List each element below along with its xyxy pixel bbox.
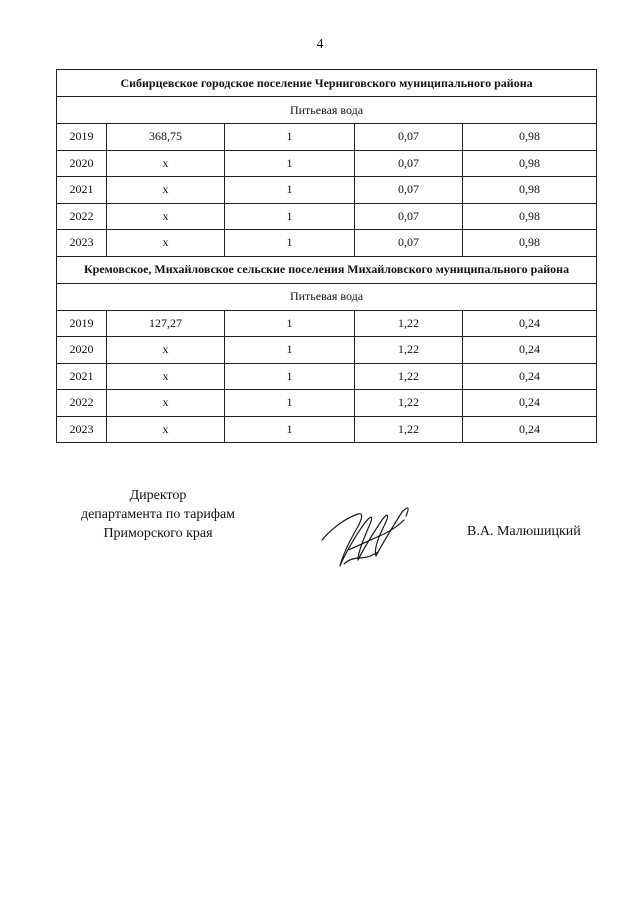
table-row [57,203,597,230]
value-cell: 1 [225,337,355,364]
value-cell: 0,07 [355,230,463,257]
value-cell: 368,75 [107,124,225,151]
year-cell: 2020 [57,337,107,364]
value-cell: 1 [225,310,355,337]
value-cell: 0,24 [463,416,597,443]
value-cell: 127,27 [107,310,225,337]
value-cell: 1 [225,363,355,390]
value-cell: 1,22 [355,310,463,337]
section-subtitle: Питьевая вода [57,283,597,310]
value-cell: 0,07 [355,124,463,151]
value-cell: 0,07 [355,177,463,204]
year-cell: 2021 [57,177,107,204]
year-cell: 2023 [57,416,107,443]
value-cell: 1,22 [355,416,463,443]
value-cell: 1 [225,203,355,230]
signatory-title-line: Приморского края [103,526,213,541]
section-title: Сибирцевское городское поселение Черниговского муниципального района [57,70,597,97]
value-cell: 0,98 [463,150,597,177]
section-subheader-row [57,97,597,124]
section-header-row [57,70,597,97]
value-cell: х [107,150,225,177]
table-row [57,310,597,337]
section-subtitle: Питьевая вода [57,97,597,124]
table-row [57,124,597,151]
value-cell: х [107,390,225,417]
value-cell: 1 [225,416,355,443]
table-row [57,416,597,443]
value-cell: 1,22 [355,363,463,390]
year-cell: 2019 [57,124,107,151]
tariff-table [56,69,597,443]
signatory-title-block [58,486,258,543]
value-cell: х [107,416,225,443]
value-cell: х [107,177,225,204]
year-cell: 2020 [57,150,107,177]
table-row [57,150,597,177]
value-cell: 0,07 [355,203,463,230]
value-cell: 1 [225,230,355,257]
value-cell: х [107,203,225,230]
value-cell: 1 [225,124,355,151]
value-cell: х [107,363,225,390]
year-cell: 2022 [57,390,107,417]
handwritten-signature [318,500,418,572]
year-cell: 2023 [57,230,107,257]
signatory-title-line: Директор [129,488,187,503]
page-number: 4 [316,37,324,52]
value-cell: 0,98 [463,203,597,230]
value-cell: 0,98 [463,230,597,257]
year-cell: 2021 [57,363,107,390]
value-cell: 0,24 [463,310,597,337]
signer-name: В.А. Малюшицкий [467,524,581,539]
value-cell: 1 [225,177,355,204]
table-row [57,337,597,364]
value-cell: 0,24 [463,390,597,417]
value-cell: 0,98 [463,124,597,151]
table-row [57,177,597,204]
value-cell: 0,07 [355,150,463,177]
value-cell: 0,24 [463,337,597,364]
value-cell: 1,22 [355,390,463,417]
table-row [57,390,597,417]
value-cell: 0,24 [463,363,597,390]
value-cell: 0,98 [463,177,597,204]
table-row [57,363,597,390]
section-subheader-row [57,283,597,310]
year-cell: 2019 [57,310,107,337]
signatory-title-line: департамента по тарифам [80,507,236,522]
section-header-row [57,256,597,283]
table-row [57,230,597,257]
value-cell: х [107,230,225,257]
value-cell: 1,22 [355,337,463,364]
value-cell: 1 [225,150,355,177]
value-cell: х [107,337,225,364]
year-cell: 2022 [57,203,107,230]
section-title: Кремовское, Михайловское сельские поселения Михайловского муниципального района [57,256,597,283]
value-cell: 1 [225,390,355,417]
